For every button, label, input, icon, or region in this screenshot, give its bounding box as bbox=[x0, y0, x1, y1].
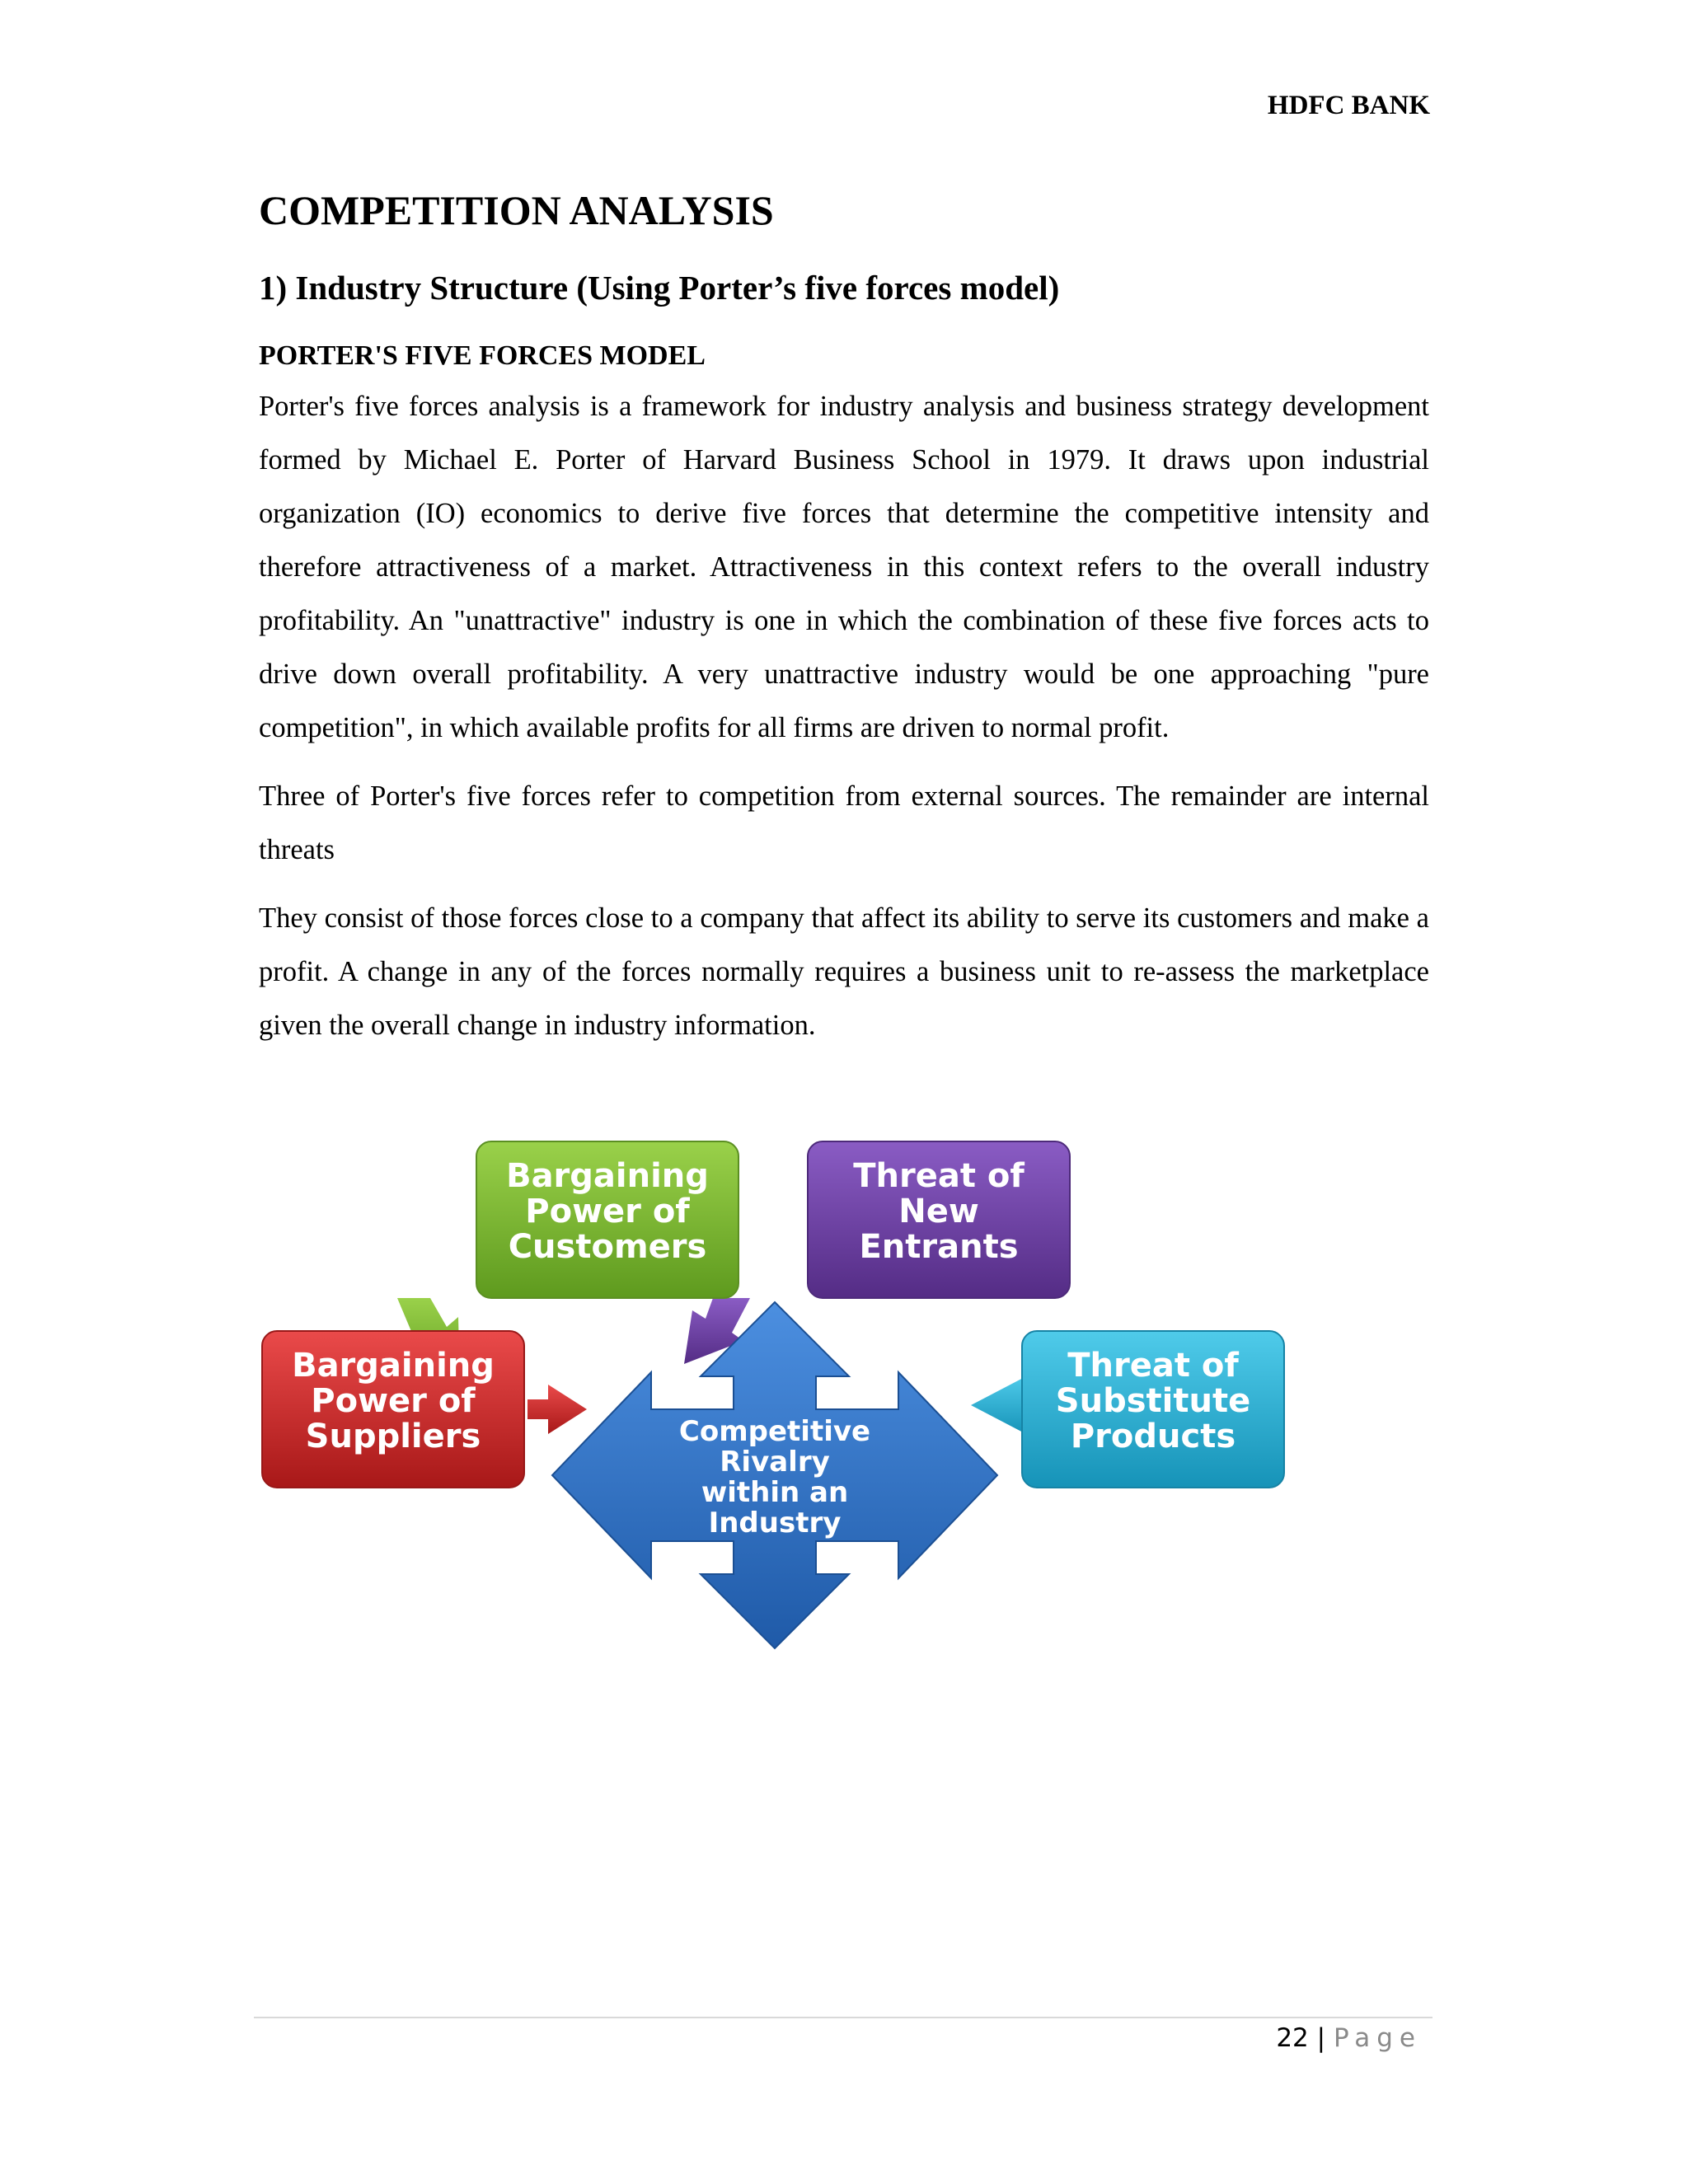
center-label-2: Rivalry bbox=[720, 1446, 830, 1479]
entrants-label-1: Threat of bbox=[853, 1157, 1025, 1195]
page-label: Page bbox=[1333, 2023, 1422, 2053]
substitutes-label-3: Products bbox=[1070, 1418, 1236, 1455]
suppliers-label-1: Bargaining bbox=[292, 1347, 495, 1385]
entrants-label-2: New bbox=[898, 1193, 979, 1230]
center-label-3: within an bbox=[701, 1476, 849, 1509]
entrants-label-3: Entrants bbox=[859, 1228, 1019, 1266]
footer-divider bbox=[254, 2017, 1432, 2018]
page-separator: | bbox=[1316, 2023, 1326, 2053]
suppliers-label-2: Power of bbox=[311, 1382, 476, 1420]
five-forces-diagram bbox=[256, 1137, 1294, 1665]
suppliers-arrow bbox=[528, 1385, 587, 1434]
main-content bbox=[259, 185, 1429, 1067]
page-footer bbox=[1187, 2023, 1422, 2053]
substitutes-label-1: Threat of bbox=[1067, 1347, 1239, 1385]
paragraph: Three of Porter's five forces refer to competition from external sources. The remainder are internal threats bbox=[259, 780, 1429, 865]
suppliers-label-3: Suppliers bbox=[305, 1418, 481, 1455]
paragraph: They consist of those forces close to a company that affect its ability to serve its customers and make a profit. A change in any of the forces normally requires a business unit to re-assess the marketplace given the overall change in industry information. bbox=[259, 902, 1429, 1041]
customers-label-3: Customers bbox=[508, 1228, 707, 1266]
customers-label-1: Bargaining bbox=[506, 1157, 709, 1195]
page-number: 22 bbox=[1276, 2023, 1309, 2053]
center-label-1: Competitive bbox=[678, 1415, 871, 1448]
section-subtitle: 1) Industry Structure (Using Porter’s five forces model) bbox=[259, 269, 1060, 307]
customers-label-2: Power of bbox=[525, 1193, 690, 1230]
paragraph: Porter's five forces analysis is a framework for industry analysis and business strategy development formed by Michael E. Porter of Harvard Business School in 1979. It draws upon industrial organization (IO) economics to derive five forces that determine the competitive intensity and therefore attractiveness of a market. Attractiveness in this context refers to the overall industry profitability. An "unattractive" industry is one in which the combination of these five forces acts to drive down overall profitability. A very unattractive industry would be one approaching "pure competition", in which available profits for all firms are driven to normal profit. bbox=[259, 390, 1429, 743]
running-header: HDFC BANK bbox=[1267, 91, 1430, 120]
center-label-4: Industry bbox=[708, 1507, 842, 1540]
five-forces-svg bbox=[256, 1137, 1294, 1665]
page-title: COMPETITION ANALYSIS bbox=[259, 187, 774, 233]
substitutes-label-2: Substitute bbox=[1055, 1382, 1251, 1420]
section-heading: PORTER'S FIVE FORCES MODEL bbox=[259, 340, 706, 372]
